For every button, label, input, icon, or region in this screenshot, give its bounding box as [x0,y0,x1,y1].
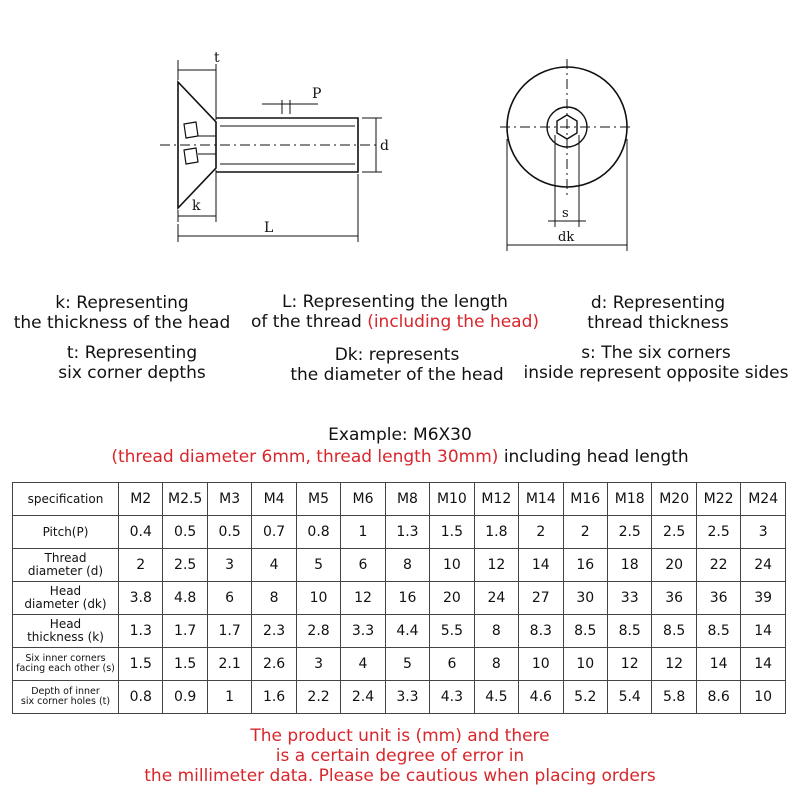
value-cell: 3.3 [341,615,385,648]
row-label-cell [13,648,119,681]
size-header-cell: M24 [741,483,786,516]
value-cell: 5 [385,648,429,681]
value-cell: 0.5 [207,516,251,549]
value-cell: 16 [385,582,429,615]
size-header-cell: M10 [430,483,474,516]
value-cell: 2.5 [696,516,740,549]
dim-label-dk: dk [558,230,575,245]
value-cell: 3.3 [385,681,429,714]
legend-dk [282,345,512,385]
value-cell: 4.6 [519,681,563,714]
value-cell: 8 [474,615,518,648]
table-row [13,549,786,582]
table-row [13,582,786,615]
value-cell: 22 [696,549,740,582]
value-cell: 12 [474,549,518,582]
value-cell: 2.1 [207,648,251,681]
example-title: Example: M6X30 [328,425,472,445]
value-cell: 8 [474,648,518,681]
row-label-line1: Thread [44,551,87,565]
value-cell: 1 [341,516,385,549]
dim-label-d: d [380,138,389,154]
value-cell: 14 [741,615,786,648]
value-cell: 2.4 [341,681,385,714]
value-cell: 1.6 [252,681,296,714]
legend-t-line1: t: Representing [66,343,198,363]
screw-side-view-drawing [150,40,390,260]
value-cell: 0.4 [119,516,163,549]
value-cell: 2.8 [296,615,340,648]
value-cell: 4.3 [430,681,474,714]
legend-l [240,292,550,332]
value-cell: 4.5 [474,681,518,714]
value-cell: 3 [741,516,786,549]
value-cell: 1.7 [163,615,207,648]
value-cell: 4 [341,648,385,681]
value-cell: 1.3 [119,615,163,648]
value-cell: 2.3 [252,615,296,648]
value-cell: 0.8 [296,516,340,549]
row-label-line2: thickness (k) [27,630,104,644]
legend-d-line2: thread thickness [587,313,729,333]
row-label-line1: Six inner corners [25,653,106,664]
value-cell: 4 [252,549,296,582]
value-cell: 24 [741,549,786,582]
table-row [13,681,786,714]
value-cell: 5.2 [563,681,607,714]
value-cell: 5.5 [430,615,474,648]
row-label-line2: diameter (dk) [24,597,107,611]
row-label-cell [13,516,119,549]
dim-label-s: s [562,206,569,221]
value-cell: 2.2 [296,681,340,714]
value-cell: 8 [385,549,429,582]
value-cell: 18 [607,549,651,582]
value-cell: 2 [119,549,163,582]
value-cell: 10 [519,648,563,681]
legend-s-line1: s: The six corners [581,343,731,363]
value-cell: 1.3 [385,516,429,549]
size-header-cell: M18 [607,483,651,516]
value-cell: 0.7 [252,516,296,549]
legend-k [2,293,242,333]
value-cell: 27 [519,582,563,615]
value-cell: 0.8 [119,681,163,714]
value-cell: 0.9 [163,681,207,714]
value-cell: 2.5 [607,516,651,549]
dim-label-t: t [214,50,220,66]
value-cell: 12 [341,582,385,615]
value-cell: 8.5 [563,615,607,648]
size-header-cell: M4 [252,483,296,516]
value-cell: 2 [563,516,607,549]
value-cell: 6 [341,549,385,582]
value-cell: 4.8 [163,582,207,615]
dim-label-k: k [192,198,201,214]
value-cell: 2.6 [252,648,296,681]
value-cell: 1.5 [163,648,207,681]
size-header-cell: M20 [652,483,696,516]
row-label-line1: Depth of inner [31,686,100,697]
legend-d [568,293,748,333]
value-cell: 33 [607,582,651,615]
value-cell: 1.5 [430,516,474,549]
value-cell: 2.5 [163,549,207,582]
value-cell: 5.8 [652,681,696,714]
note-line1: The product unit is (mm) and there [250,726,550,746]
example-note: (thread diameter 6mm, thread length 30mm) [111,447,499,467]
value-cell: 1.7 [207,615,251,648]
value-cell: 3 [296,648,340,681]
legend-l-line1: L: Representing the length [282,292,508,312]
row-label-line1: Head [49,617,82,631]
legend-d-line1: d: Representing [590,293,726,313]
size-header-cell: M16 [563,483,607,516]
legend-k-line2: the thickness of the head [13,313,231,333]
value-cell: 36 [652,582,696,615]
value-cell: 8.3 [519,615,563,648]
value-cell: 2 [519,516,563,549]
value-cell: 16 [563,549,607,582]
spec-label-cell: specification [13,483,119,516]
legend-t-line2: six corner depths [58,363,206,383]
value-cell: 24 [474,582,518,615]
size-header-cell: M12 [474,483,518,516]
value-cell: 14 [519,549,563,582]
size-header-cell: M22 [696,483,740,516]
value-cell: 1.5 [119,648,163,681]
value-cell: 3.8 [119,582,163,615]
value-cell: 36 [696,582,740,615]
row-label-cell [13,681,119,714]
value-cell: 3 [207,549,251,582]
value-cell: 10 [296,582,340,615]
screw-top-view-drawing [490,55,650,255]
dim-label-l: L [264,220,274,236]
value-cell: 8 [252,582,296,615]
value-cell: 39 [741,582,786,615]
legend-s-line2: inside represent opposite sides [523,363,789,383]
row-label-cell [13,615,119,648]
row-label-line2: facing each other (s) [16,663,115,674]
size-header-cell: M3 [207,483,251,516]
value-cell: 1 [207,681,251,714]
value-cell: 8.5 [607,615,651,648]
dim-label-p: P [312,86,322,102]
value-cell: 10 [430,549,474,582]
row-label-line1: Head [49,584,82,598]
value-cell: 6 [207,582,251,615]
value-cell: 20 [430,582,474,615]
value-cell: 0.5 [163,516,207,549]
value-cell: 12 [607,648,651,681]
value-cell: 5 [296,549,340,582]
value-cell: 10 [741,681,786,714]
size-header-cell: M14 [519,483,563,516]
value-cell: 30 [563,582,607,615]
value-cell: 1.8 [474,516,518,549]
value-cell: 12 [652,648,696,681]
table-row [13,615,786,648]
example-suffix: including head length [503,447,689,467]
row-label-line2: diameter (d) [27,564,104,578]
size-header-cell: M8 [385,483,429,516]
row-label-line1: Pitch(P) [42,524,89,539]
legend-dk-line1: Dk: represents [334,345,460,365]
size-header-cell: M6 [341,483,385,516]
row-label-cell [13,582,119,615]
value-cell: 20 [652,549,696,582]
value-cell: 14 [696,648,740,681]
value-cell: 8.5 [696,615,740,648]
row-label-cell [13,549,119,582]
value-cell: 14 [741,648,786,681]
size-header-cell: M2 [119,483,163,516]
table-row [13,516,786,549]
value-cell: 8.5 [652,615,696,648]
example-heading [0,424,800,468]
value-cell: 6 [430,648,474,681]
legend-l-line2: of the thread [250,312,362,332]
legend-l-note: (including the head) [367,312,540,332]
size-header-cell: M5 [296,483,340,516]
legend-s [512,343,800,383]
value-cell: 2.5 [652,516,696,549]
value-cell: 5.4 [607,681,651,714]
table-row [13,648,786,681]
legend-t [32,343,232,383]
note-line3: the millimeter data. Please be cautious when placing orders [144,766,656,786]
legend-dk-line2: the diameter of the head [290,365,504,385]
note-line2: is a certain degree of error in [275,746,525,766]
value-cell: 4.4 [385,615,429,648]
value-cell: 10 [563,648,607,681]
row-label-line2: six corner holes (t) [20,696,111,707]
unit-warning-note [0,726,800,786]
legend-k-line1: k: Representing [55,293,189,313]
value-cell: 8.6 [696,681,740,714]
table-header-row [13,483,786,516]
specification-table [12,482,786,714]
size-header-cell: M2.5 [163,483,207,516]
